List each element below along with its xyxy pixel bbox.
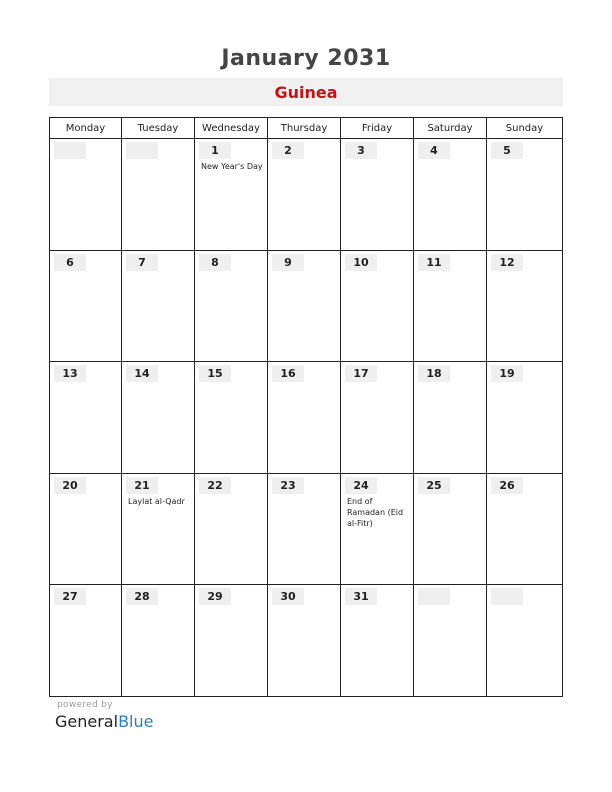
day-cell <box>195 139 268 251</box>
day-cell <box>122 474 195 586</box>
day-cell <box>341 362 414 474</box>
day-cell <box>50 585 122 697</box>
holiday-note: Laylat al-Qadr <box>128 496 185 506</box>
day-number: 4 <box>418 142 450 159</box>
day-number: 13 <box>54 365 86 382</box>
day-number: 10 <box>345 254 377 271</box>
day-number: 29 <box>199 588 231 605</box>
day-cell <box>195 585 268 697</box>
day-cell <box>122 362 195 474</box>
day-cell <box>341 474 414 586</box>
day-cell <box>50 362 122 474</box>
day-cell <box>122 585 195 697</box>
weekday-header-tuesday: Tuesday <box>122 118 195 139</box>
weekday-header-saturday: Saturday <box>414 118 487 139</box>
day-number: 23 <box>272 477 304 494</box>
day-number: 2 <box>272 142 304 159</box>
day-number: 27 <box>54 588 86 605</box>
empty-day-cell <box>50 139 122 251</box>
day-number <box>54 142 86 159</box>
day-number: 26 <box>491 477 523 494</box>
day-cell <box>268 362 341 474</box>
day-cell <box>487 474 562 586</box>
empty-day-cell <box>414 585 487 697</box>
day-number <box>491 588 523 605</box>
day-cell <box>487 139 562 251</box>
day-cell <box>268 251 341 363</box>
day-number: 25 <box>418 477 450 494</box>
day-cell <box>50 251 122 363</box>
day-number: 16 <box>272 365 304 382</box>
day-cell <box>341 139 414 251</box>
day-cell <box>122 251 195 363</box>
day-cell <box>414 474 487 586</box>
empty-day-cell <box>122 139 195 251</box>
day-number: 21 <box>126 477 158 494</box>
day-cell <box>414 251 487 363</box>
day-number: 31 <box>345 588 377 605</box>
empty-day-cell <box>487 585 562 697</box>
day-cell <box>268 474 341 586</box>
day-number: 8 <box>199 254 231 271</box>
day-number: 28 <box>126 588 158 605</box>
day-number <box>126 142 158 159</box>
day-cell <box>195 362 268 474</box>
day-cell <box>487 251 562 363</box>
day-cell <box>341 251 414 363</box>
day-number: 3 <box>345 142 377 159</box>
day-number: 18 <box>418 365 450 382</box>
country-banner <box>49 78 563 106</box>
day-cell <box>50 474 122 586</box>
day-number: 14 <box>126 365 158 382</box>
day-number: 6 <box>54 254 86 271</box>
powered-by-label: powered by <box>57 700 113 710</box>
holiday-note: New Year's Day <box>201 162 263 171</box>
generalblue-logo[interactable] <box>55 712 153 731</box>
weekday-header-friday: Friday <box>341 118 414 139</box>
day-number: 30 <box>272 588 304 605</box>
country-name: Guinea <box>274 83 338 102</box>
day-number: 9 <box>272 254 304 271</box>
weekday-header-monday: Monday <box>50 118 122 139</box>
day-number: 5 <box>491 142 523 159</box>
weekday-header-thursday: Thursday <box>268 118 341 139</box>
brand-general-text: General <box>55 712 119 731</box>
day-number: 22 <box>199 477 231 494</box>
day-number: 12 <box>491 254 523 271</box>
day-cell <box>268 585 341 697</box>
page-title: January 2031 <box>221 46 391 71</box>
holiday-note: End of Ramadan (Eid al-Fitr) <box>347 496 404 528</box>
day-cell <box>414 139 487 251</box>
day-cell <box>341 585 414 697</box>
day-number: 17 <box>345 365 377 382</box>
calendar-grid <box>49 117 563 697</box>
day-number <box>418 588 450 605</box>
day-number: 19 <box>491 365 523 382</box>
day-number: 1 <box>199 142 231 159</box>
day-cell <box>268 139 341 251</box>
day-cell <box>195 474 268 586</box>
weekday-header-wednesday: Wednesday <box>195 118 268 139</box>
day-number: 24 <box>345 477 377 494</box>
day-cell <box>195 251 268 363</box>
day-number: 11 <box>418 254 450 271</box>
weekday-header-sunday: Sunday <box>487 118 562 139</box>
day-number: 15 <box>199 365 231 382</box>
brand-blue-text: Blue <box>118 712 154 731</box>
day-cell <box>414 362 487 474</box>
day-cell <box>487 362 562 474</box>
day-number: 20 <box>54 477 86 494</box>
day-number: 7 <box>126 254 158 271</box>
